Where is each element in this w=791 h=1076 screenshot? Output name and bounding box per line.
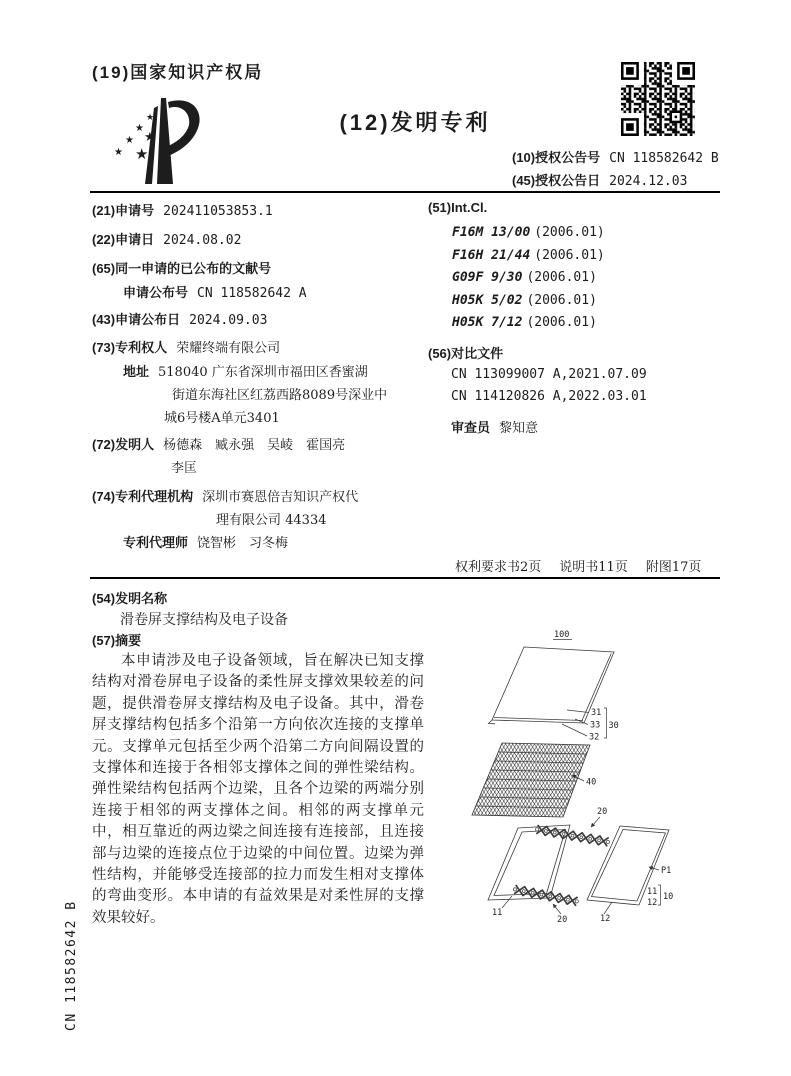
intcl-label: (51)Int.Cl. (428, 200, 488, 215)
issuing-office: (19)国家知识产权局 (92, 63, 264, 82)
claims-pages: 权利要求书2页 (455, 560, 542, 575)
patentee-label: (73)专利权人 (92, 340, 168, 355)
document-type-title: (12)发明专利 (339, 110, 491, 135)
intcl-row (452, 293, 597, 308)
figures-pages: 附图17页 (645, 560, 702, 575)
address-line: 518040 广东省深圳市福田区香蜜湖 (158, 365, 368, 380)
intcl-code: F16M 13/00 (452, 225, 531, 240)
intcl-version: (2006.01) (534, 248, 605, 263)
grant-publication-date (512, 170, 687, 189)
references-label: (56)对比文件 (428, 346, 504, 361)
examiner-value: 黎知意 (499, 421, 539, 436)
inventors-row (92, 434, 345, 453)
attorney-value: 饶智彬 习冬梅 (197, 536, 289, 551)
fig-label-20-top: 20 (597, 807, 608, 817)
address-row (123, 361, 368, 380)
qr-code (619, 62, 697, 136)
logo-star-icon: ★ (114, 147, 123, 158)
intcl-code: F16H 21/44 (452, 248, 531, 263)
abstract-text: 本申请涉及电子设备领域，旨在解决已知支撑结构对滑卷屏电子设备的柔性屏支撑效果较差的问题，提供滑卷屏支撑结构及电子设备。其中，滑卷屏支撑结构包括多个沿第一方向依次连接的支撑单元。支撑单元包括至少两个沿第二方向间隔设置的支撑体和连接于各相邻支撑体之间的弹性梁结构。弹性梁结构包括两个边梁，且各个边梁的两端分别连接于相邻的两支撑体之间。相邻的两支撑单元中，相互靠近的两边梁之间连接有连接部，且连接部与边梁的连接点位于边梁的中间位置。边梁为弹性结构，并能够受连接部的拉力而发生相对支撑体的弯曲变形。本申请的有益效果是对柔性屏的支撑效果较好。 (92, 653, 424, 926)
fig-scissor-linkage-top (535, 825, 611, 847)
intcl-version: (2006.01) (526, 270, 597, 285)
examiner-label: 审查员 (451, 420, 491, 435)
logo-star-icon: ★ (144, 130, 156, 145)
publication-date-row (92, 309, 267, 328)
fig-support-mesh (472, 743, 590, 817)
intcl-version: (2006.01) (526, 315, 597, 330)
agency-line: 理有限公司 44334 (216, 513, 327, 528)
inventors-label: (72)发明人 (92, 437, 155, 452)
section-divider (90, 577, 720, 579)
fig-label-12: 12 (600, 914, 611, 924)
intcl-code: H05K 5/02 (452, 293, 523, 308)
patentee-row (92, 337, 280, 356)
grant-publication-number (512, 147, 719, 166)
grant-no-value: CN 118582642 B (609, 151, 719, 166)
logo-star-icon: ★ (135, 123, 144, 134)
logo-star-icon: ★ (135, 145, 149, 163)
attorney-label: 专利代理师 (123, 535, 189, 550)
pages-summary (455, 556, 701, 575)
grant-date-label: (45)授权公告日 (512, 173, 601, 188)
app-no-label: (21)申请号 (92, 203, 155, 218)
fig-label-p1: P1 (661, 866, 672, 876)
header-divider (90, 191, 720, 193)
intcl-version: (2006.01) (534, 225, 605, 240)
fig-label-group-12: 12 (647, 898, 658, 908)
fig-label-33: 33 (590, 720, 601, 731)
fig-label-31: 31 (591, 708, 602, 718)
reference-item: CN 114120826 A,2022.03.01 (451, 389, 647, 404)
application-date-row (92, 229, 241, 248)
reference-item: CN 113099007 A,2021.07.09 (451, 367, 647, 382)
address-label: 地址 (123, 364, 150, 379)
fig-label-group-10: 10 (663, 892, 674, 902)
fig-label-100: 100 (554, 630, 570, 640)
fig-label-11: 11 (492, 908, 503, 918)
invention-title: 滑卷屏支撑结构及电子设备 (120, 612, 288, 628)
fig-label-40: 40 (586, 777, 597, 788)
fig-scissor-linkage-bottom (513, 885, 580, 906)
intcl-row (452, 270, 597, 285)
prior-publication-label: (65)同一申请的已公布的文献号 (92, 261, 272, 276)
application-number-row (92, 200, 273, 219)
examiner-row (451, 417, 538, 436)
prior-pub-sub-label: 申请公布号 (123, 285, 189, 300)
abstract-label: (57)摘要 (92, 633, 142, 648)
fig-label-32: 32 (589, 732, 600, 743)
agency-line: 深圳市赛恩倍吉知识产权代 (202, 490, 359, 505)
intcl-code: G09F 9/30 (452, 270, 523, 285)
pub-date-value: 2024.09.03 (189, 313, 268, 328)
agency-row (92, 486, 358, 505)
grant-no-label: (10)授权公告号 (512, 150, 601, 165)
fig-label-20-bottom: 20 (557, 915, 568, 925)
intcl-row (452, 225, 605, 240)
inventors-line: 李匡 (171, 461, 198, 476)
side-document-code: CN 118582642 B (64, 900, 79, 1031)
app-date-value: 2024.08.02 (163, 233, 242, 248)
prior-pub-no: CN 118582642 A (197, 286, 307, 301)
agency-label: (74)专利代理机构 (92, 489, 194, 504)
app-no-value: 202411053853.1 (163, 204, 273, 219)
grant-date-value: 2024.12.03 (609, 174, 688, 189)
attorney-row (123, 532, 288, 551)
description-pages: 说明书11页 (559, 560, 628, 575)
intcl-code: H05K 7/12 (452, 315, 523, 330)
patentee-value: 荣耀终端有限公司 (176, 341, 281, 356)
fig-support-frame (488, 825, 570, 900)
pub-date-label: (43)申请公布日 (92, 312, 181, 327)
patent-drawing (448, 624, 720, 940)
logo-star-icon: ★ (146, 113, 155, 123)
prior-publication-row (123, 282, 307, 301)
address-line: 街道东海社区红荔西路8089号深业中 (172, 388, 388, 403)
app-date-label: (22)申请日 (92, 232, 155, 247)
intcl-version: (2006.01) (526, 293, 597, 308)
intcl-row (452, 315, 597, 330)
fig-label-30: 30 (608, 721, 619, 731)
logo-star-icon: ★ (125, 135, 134, 146)
fig-label-group-11: 11 (647, 887, 658, 897)
inventors-line: 杨德森 臧永强 吴崚 霍国亮 (163, 438, 346, 453)
address-line: 城6号楼A单元3401 (164, 411, 280, 426)
invention-title-label: (54)发明名称 (92, 591, 168, 606)
intcl-row (452, 248, 605, 263)
cnipa-logo (104, 92, 212, 188)
